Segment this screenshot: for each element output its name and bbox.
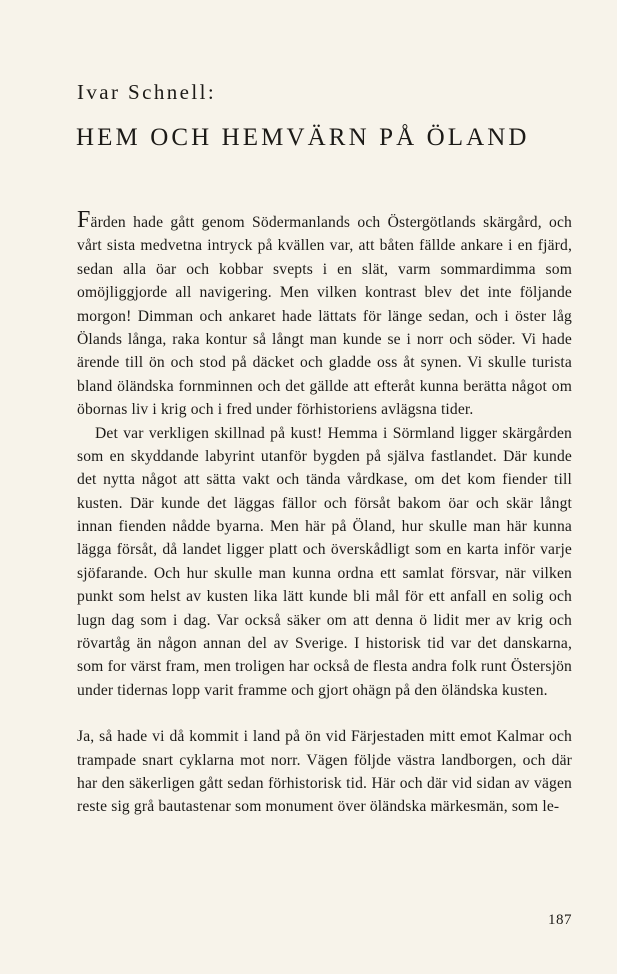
author-name: Ivar Schnell:: [77, 80, 217, 104]
paragraph-3: Ja, så hade vi då kommit i land på ön vid Färjestaden mitt emot Kalmar och trampade snart cyklarna mot norr. Vägen följde västra landborgen, och där har den säkerligen gått sedan förhistorisk tid. Här och där vid sidan av vägen reste sig grå bautastenar som monument över öländska märkesmän, som le-: [77, 728, 572, 816]
paragraph-1: [77, 208, 572, 422]
paragraph-2: Det var verkligen skillnad på kust! Hemma i Sörmland ligger skärgården som en skyddande labyrint utanför bygden på själva fastlandet. Där kunde det nytta något att sätta vakt och tända vårdkase, om det kom fiender till kusten. Där kunde det läggas fällor och försåt bakom öar och skär långt innan fienden nådde byarna. Men här på Öland, hur skulle man här kunna lägga försåt, då landet ligger platt och överskådligt som en karta inför varje sjöfarande. Och hur skulle man kunna ordna ett samlat försvar, när vilken punkt som helst av kusten lika lätt kunde bli mål för ett anfall en solig och lugn dag som i dag. Var också säker om att denna ö lidit mer av krig och rövartåg än någon annan del av Sverige. I historisk tid var det danskarna, som for värst fram, men troligen har också de flesta andra folk runt Östersjön under tidernas lopp varit framme och gjort ohägn på den öländska kusten.: [77, 424, 572, 699]
drop-cap: F: [77, 207, 91, 233]
chapter-title: HEM OCH HEMVÄRN PÅ ÖLAND: [76, 124, 530, 151]
body-text: [77, 208, 572, 819]
paragraph-1-text: ärden hade gått genom Södermanlands och Östergötlands skärgård, och vårt sista medvetna intryck på kvällen var, att båten fällde ankare i en fjärd, sedan alla öar och kobbar svepts i en slät, varm sommardimma som omöjliggjorde all navigering. Men vilken kontrast blev det inte följande morgon! Dimman och ankaret hade lättats för länge sedan, och i öster låg Ölands långa, raka kontur så långt man kunde se i norr och söder. Vi hade ärende till ön och stod på däcket och gladde oss åt synen. Vi skulle turista bland öländska fornminnen och det gällde att efteråt kunna berätta något om öbornas liv i krig och i fred under förhistoriens avlägsna tider.: [77, 214, 572, 419]
page-number: 187: [548, 912, 572, 928]
